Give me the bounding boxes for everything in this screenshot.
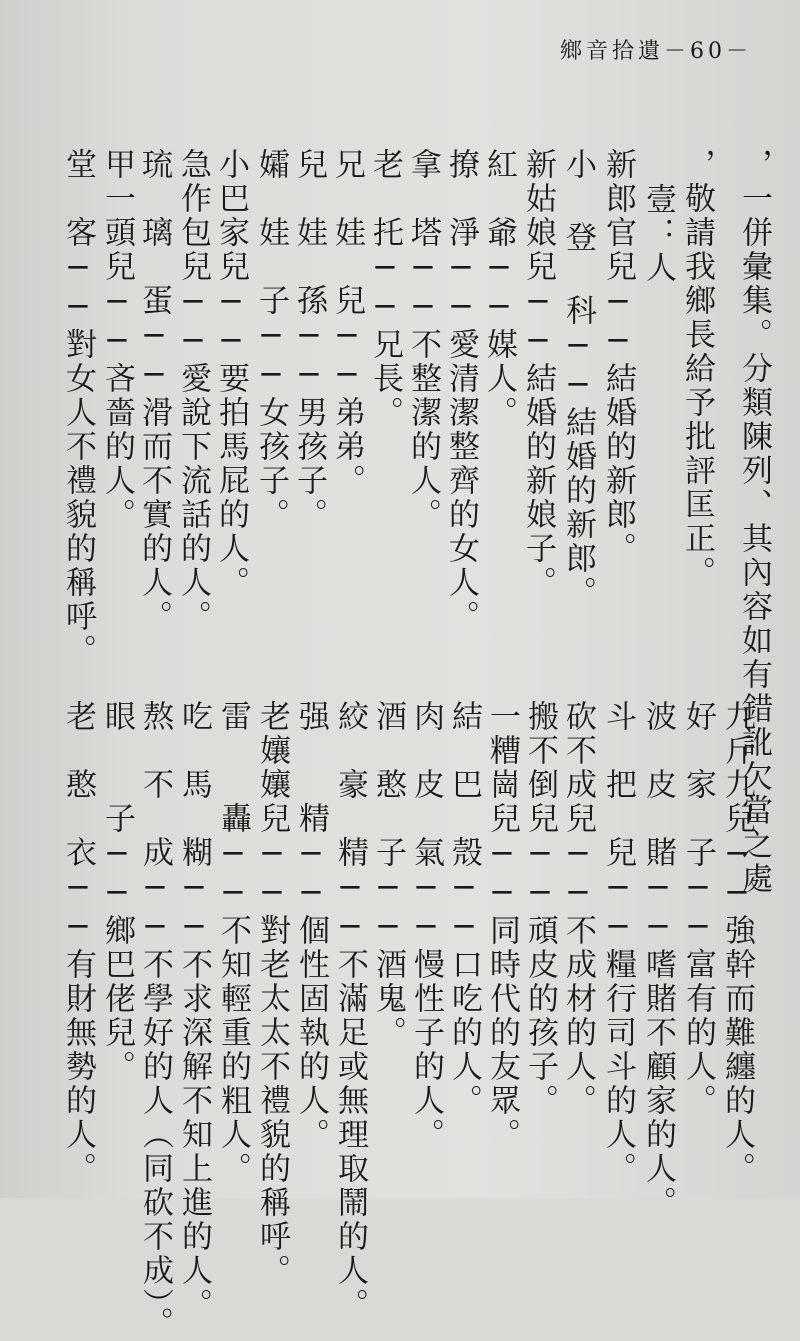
entry-jiuhanzi: 酒 憨 子──酒鬼。: [370, 700, 406, 1050]
entry-bopidu: 波 皮 賭──嗜賭不顧家的人。: [640, 700, 676, 1220]
entry-laohanyi: 老 憨 衣──有財無勢的人。: [60, 700, 96, 1186]
intro-line-1: ，一併彙集。分類陳列、其內容如有錯訛欠當之處: [736, 148, 772, 896]
entry-xinguniang: 新姑娘兒──結婚的新娘子。: [520, 148, 556, 600]
entry-leihong: 雷 轟──不知輕重的粗人。: [215, 700, 251, 1186]
entry-laoniangniang: 老孃孃兒──對老太太不禮貌的稱呼。: [254, 700, 290, 1288]
entry-qiangjing: 强 精──個性固執的人。: [293, 700, 329, 1152]
entry-chimahu: 吃 馬 糊──不求深解不知上進的人。: [176, 700, 212, 1322]
entry-jiujinjiu: 九斤九兒──強幹而難纏的人。: [719, 700, 755, 1186]
entry-xiaobajia: 小巴家兒──要拍馬屁的人。: [213, 148, 249, 600]
entry-erwasun: 兒 娃 孫──男孩子。: [291, 148, 327, 532]
entry-jiaohaojing: 絞 豪 精──不滿足或無理取鬧的人。: [332, 700, 368, 1322]
entry-jiebake: 結 巴 殼──口吃的人。: [446, 700, 482, 1118]
entry-liulidan: 琉 璃 蛋──滑而不實的人。: [136, 148, 172, 634]
entry-xinlangguan: 新郎官兒──結婚的新郎。: [600, 148, 636, 566]
entry-xiaodengke: 小 登 科──結婚的新郎。: [560, 148, 596, 610]
entry-shuangwazi: 孀 娃 子──女孩子。: [253, 148, 289, 532]
entry-hongye: 紅 爺──媒人。: [481, 148, 517, 430]
entry-yanzi: 眼 子──鄉巴佬兒。: [99, 700, 135, 1084]
entry-xiongwaer: 兄 娃 兒──弟弟。: [329, 148, 365, 498]
entry-jizuobao: 急作包兒──愛說下流話的人。: [175, 148, 211, 634]
entry-aobucheng: 熬 不 成──不學好的人（同砍不成）。: [137, 700, 173, 1341]
entry-doubaer: 斗 把 兒──糧行司斗的人。: [600, 700, 636, 1186]
section-heading: 壹：人: [640, 183, 676, 285]
entry-banbudao: 搬不倒兒──頑皮的孩子。: [522, 700, 558, 1118]
entry-kanbucheng: 砍不成兒──不成材的人。: [560, 700, 596, 1118]
entry-jiayitou: 甲一頭兒──吝嗇的人。: [99, 148, 135, 532]
intro-line-2: ，敬請我鄉長給予批評匡正。: [679, 148, 715, 590]
entry-yizaogang: 一糟崗兒──同時代的友眾。: [484, 700, 520, 1152]
entry-nata: 拿 塔──不整潔的人。: [405, 148, 441, 532]
entry-roupiqi: 肉 皮 氣──慢性子的人。: [408, 700, 444, 1152]
entry-tangke: 堂 客──對女人不禮貌的稱呼。: [60, 148, 96, 668]
entry-laotuo: 老 托──兄長。: [367, 148, 403, 430]
entry-haojiazi: 好 家 子──富有的人。: [680, 700, 716, 1118]
running-header: 鄉音拾遺－60－: [560, 39, 752, 64]
entry-liaojing: 撩 淨──愛清潔整齊的女人。: [443, 148, 479, 634]
